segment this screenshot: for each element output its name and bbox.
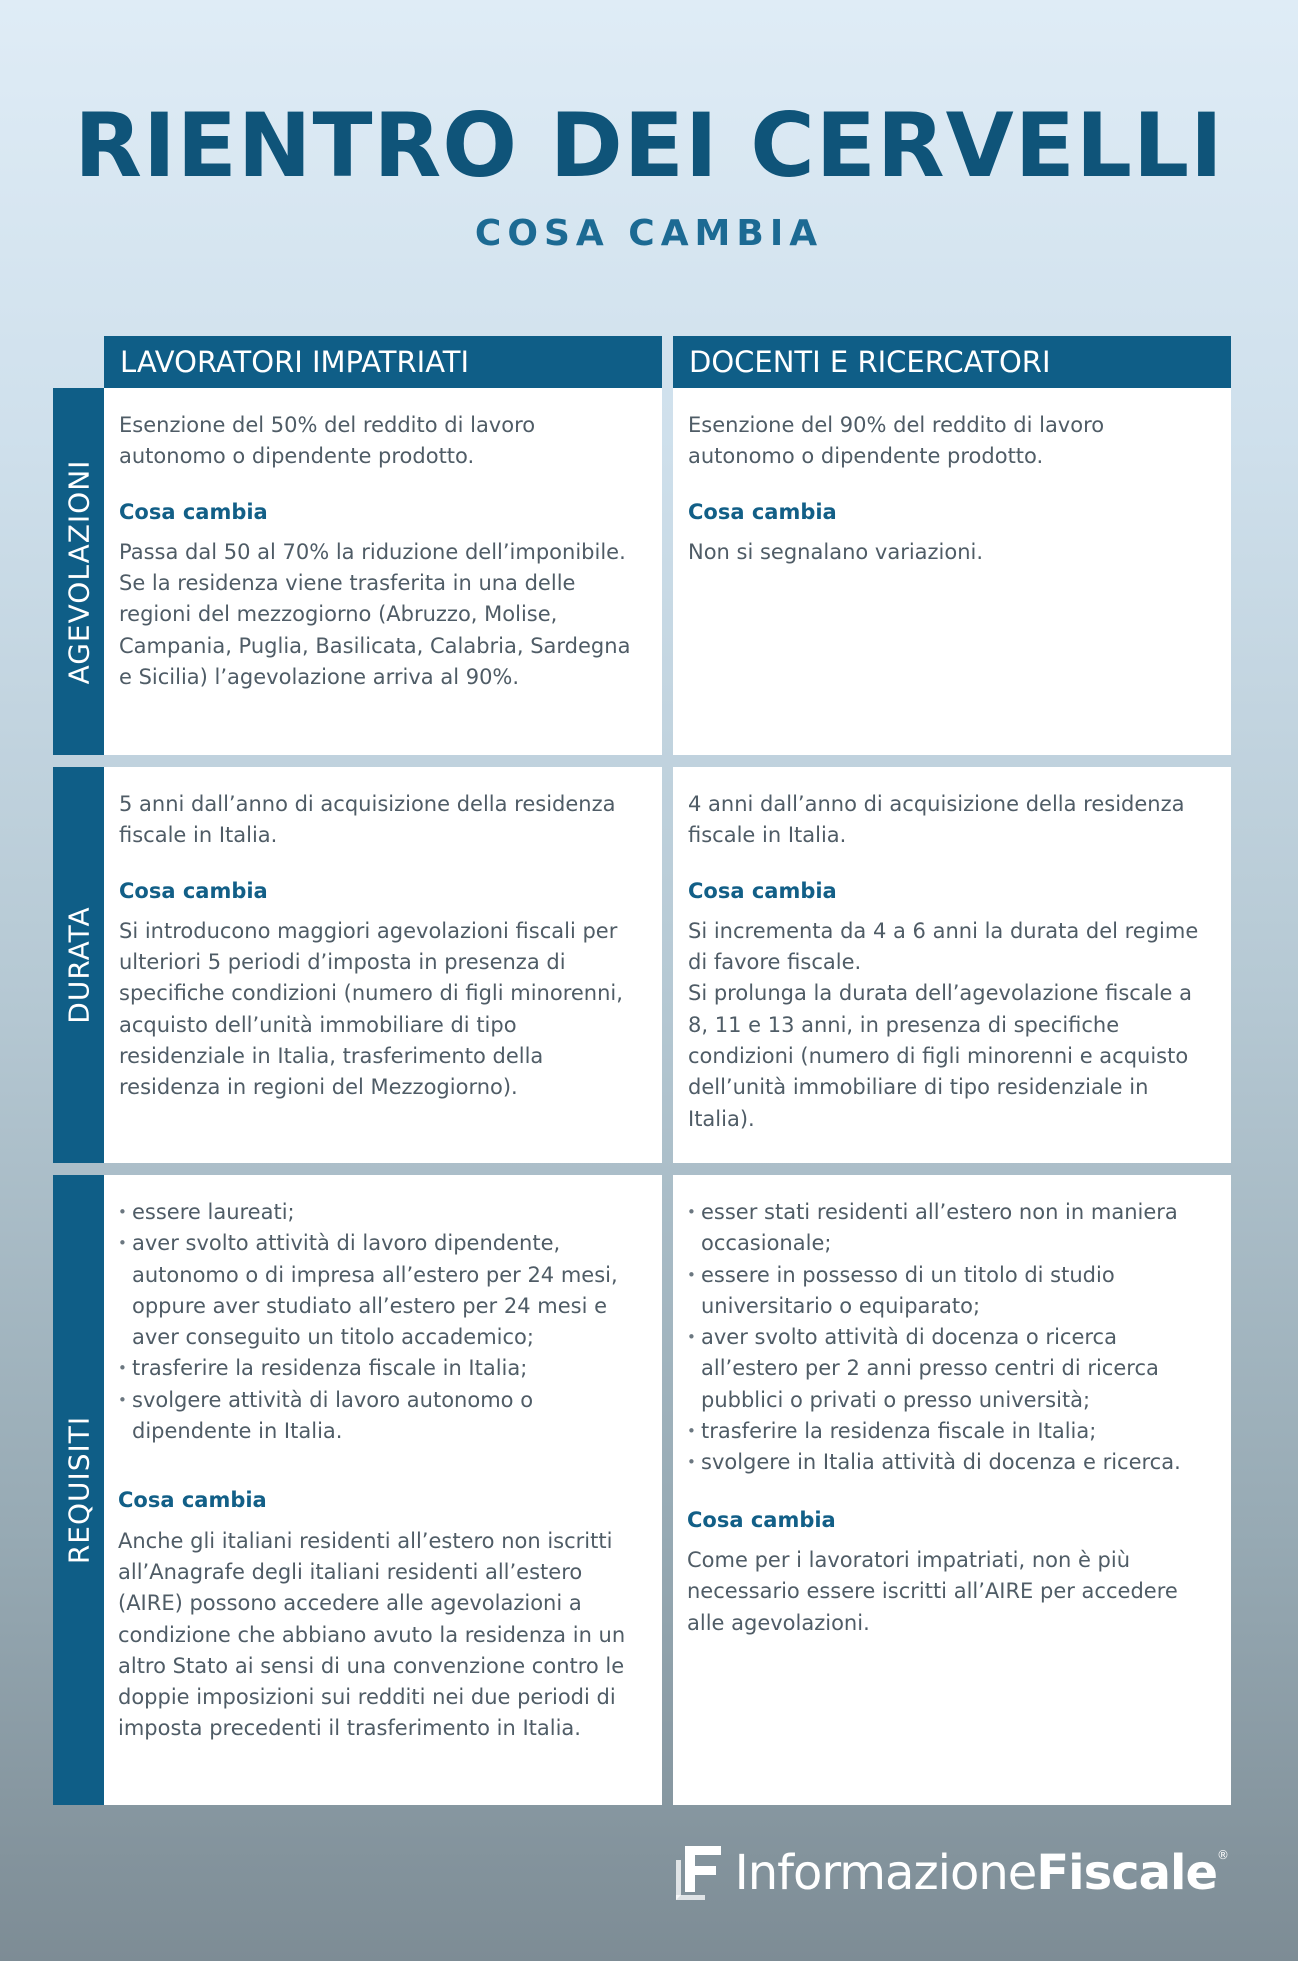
row-label-agevolazioni: [53, 388, 104, 755]
list-item: • esser stati residenti all’estero non in maniera occasionale;: [687, 1197, 1217, 1260]
brand-logo: [673, 1842, 1228, 1904]
logo-wordmark: [734, 1845, 1228, 1901]
cell-change: Si prolunga la durata dell’agevolazione fiscale a 8, 11 e 13 anni, in presenza di specifiche condizioni (numero di figli minorenni e acquisto dell’unità immobiliare di tipo residenziale in Italia).: [688, 981, 1192, 1131]
list-item: • aver svolto attività di lavoro dipendente, autonomo o di impresa all’estero per 24 mesi, oppure aver studiato all’estero per 24 mesi e aver conseguito un titolo accademico;: [118, 1228, 648, 1353]
list-item: • essere laureati;: [118, 1197, 648, 1228]
list-item: • svolgere attività di lavoro autonomo o dipendente in Italia.: [118, 1385, 648, 1448]
list-item: • trasferire la residenza fiscale in Italia;: [118, 1353, 648, 1384]
row-label-text: DURATA: [62, 906, 95, 1024]
cell-change: Si introducono maggiori agevolazioni fiscali per ulteriori 5 periodi d’imposta in presenza di specifiche condizioni (numero di figli minorenni, acquisto dell’unità immobiliare di tipo residenziale in Italia, trasferimento della residenza in regioni del Mezzogiorno).: [119, 918, 623, 1100]
cell-agevolazioni-docenti: [673, 388, 1231, 755]
cell-intro: 5 anni dall’anno di acquisizione della residenza fiscale in Italia.: [119, 792, 616, 848]
cell-change: Se la residenza viene trasferita in una delle regioni del mezzogiorno (Abruzzo, Molise, Campania, Puglia, Basilicata, Calabria, Sardegna e Sicilia) l’agevolazione arriva al 90%.: [119, 571, 631, 690]
row-label-durata: [53, 767, 104, 1163]
cell-change: Come per i lavoratori impatriati, non è più necessario essere iscritti all’AIRE per accedere alle agevolazioni.: [687, 1547, 1178, 1635]
row-label-text: REQUISITI: [62, 1415, 95, 1565]
cell-intro: Esenzione del 50% del reddito di lavoro autonomo o dipendente prodotto.: [119, 413, 536, 469]
cell-intro: Esenzione del 90% del reddito di lavoro autonomo o dipendente prodotto.: [688, 413, 1105, 469]
cosa-cambia-heading: Cosa cambia: [119, 878, 268, 903]
cell-intro: 4 anni dall’anno di acquisizione della residenza fiscale in Italia.: [688, 792, 1185, 848]
cosa-cambia-heading: Cosa cambia: [119, 499, 268, 524]
cell-change: Non si segnalano variazioni.: [688, 539, 984, 564]
registered-mark: ®: [1217, 1848, 1228, 1862]
row-label-text: AGEVOLAZIONI: [62, 459, 95, 684]
cell-durata-docenti: [673, 767, 1231, 1163]
cell-durata-impatriati: [104, 767, 662, 1163]
cosa-cambia-heading: Cosa cambia: [687, 1507, 836, 1532]
cell-requisiti-impatriati: [104, 1175, 662, 1805]
requirements-list: [687, 1197, 1217, 1479]
row-label-requisiti: [53, 1175, 104, 1805]
cosa-cambia-heading: Cosa cambia: [688, 878, 837, 903]
logo-f-icon: [673, 1842, 725, 1904]
column-header-docenti: DOCENTI E RICERCATORI: [673, 336, 1231, 388]
requirements-list: [118, 1197, 648, 1447]
cosa-cambia-heading: Cosa cambia: [688, 499, 837, 524]
page-title: RIENTRO DEI CERVELLI: [74, 94, 1224, 197]
cell-agevolazioni-impatriati: [104, 388, 662, 755]
list-item: • svolgere in Italia attività di docenza e ricerca.: [687, 1447, 1217, 1478]
logo-text-regular: Informazione: [734, 1845, 1037, 1901]
cell-change: Anche gli italiani residenti all’estero non iscritti all’Anagrafe degli italiani residenti all’estero (AIRE) possono accedere alle agevolazioni a condizione che abbiano avuto la residenza in un altro Stato ai sensi di una convenzione contro le doppie imposizioni sui redditi nei due periodi di imposta precedenti il trasferimento in Italia.: [118, 1528, 626, 1741]
page-subtitle: COSA CAMBIA: [474, 213, 824, 254]
cell-change: Si incrementa da 4 a 6 anni la durata del regime di favore fiscale.: [688, 918, 1199, 975]
list-item: • essere in possesso di un titolo di studio universitario o equiparato;: [687, 1260, 1217, 1323]
column-header-impatriati: LAVORATORI IMPATRIATI: [104, 336, 662, 388]
list-item: • aver svolto attività di docenza o ricerca all’estero per 2 anni presso centri di ricerca pubblici o privati o presso università;: [687, 1322, 1217, 1416]
cell-change: Passa dal 50 al 70% la riduzione dell’imponibile.: [119, 539, 626, 564]
logo-text-bold: Fiscale: [1036, 1845, 1217, 1901]
list-item: • trasferire la residenza fiscale in Italia;: [687, 1416, 1217, 1447]
cosa-cambia-heading: Cosa cambia: [118, 1488, 267, 1513]
cell-requisiti-docenti: [673, 1175, 1231, 1805]
